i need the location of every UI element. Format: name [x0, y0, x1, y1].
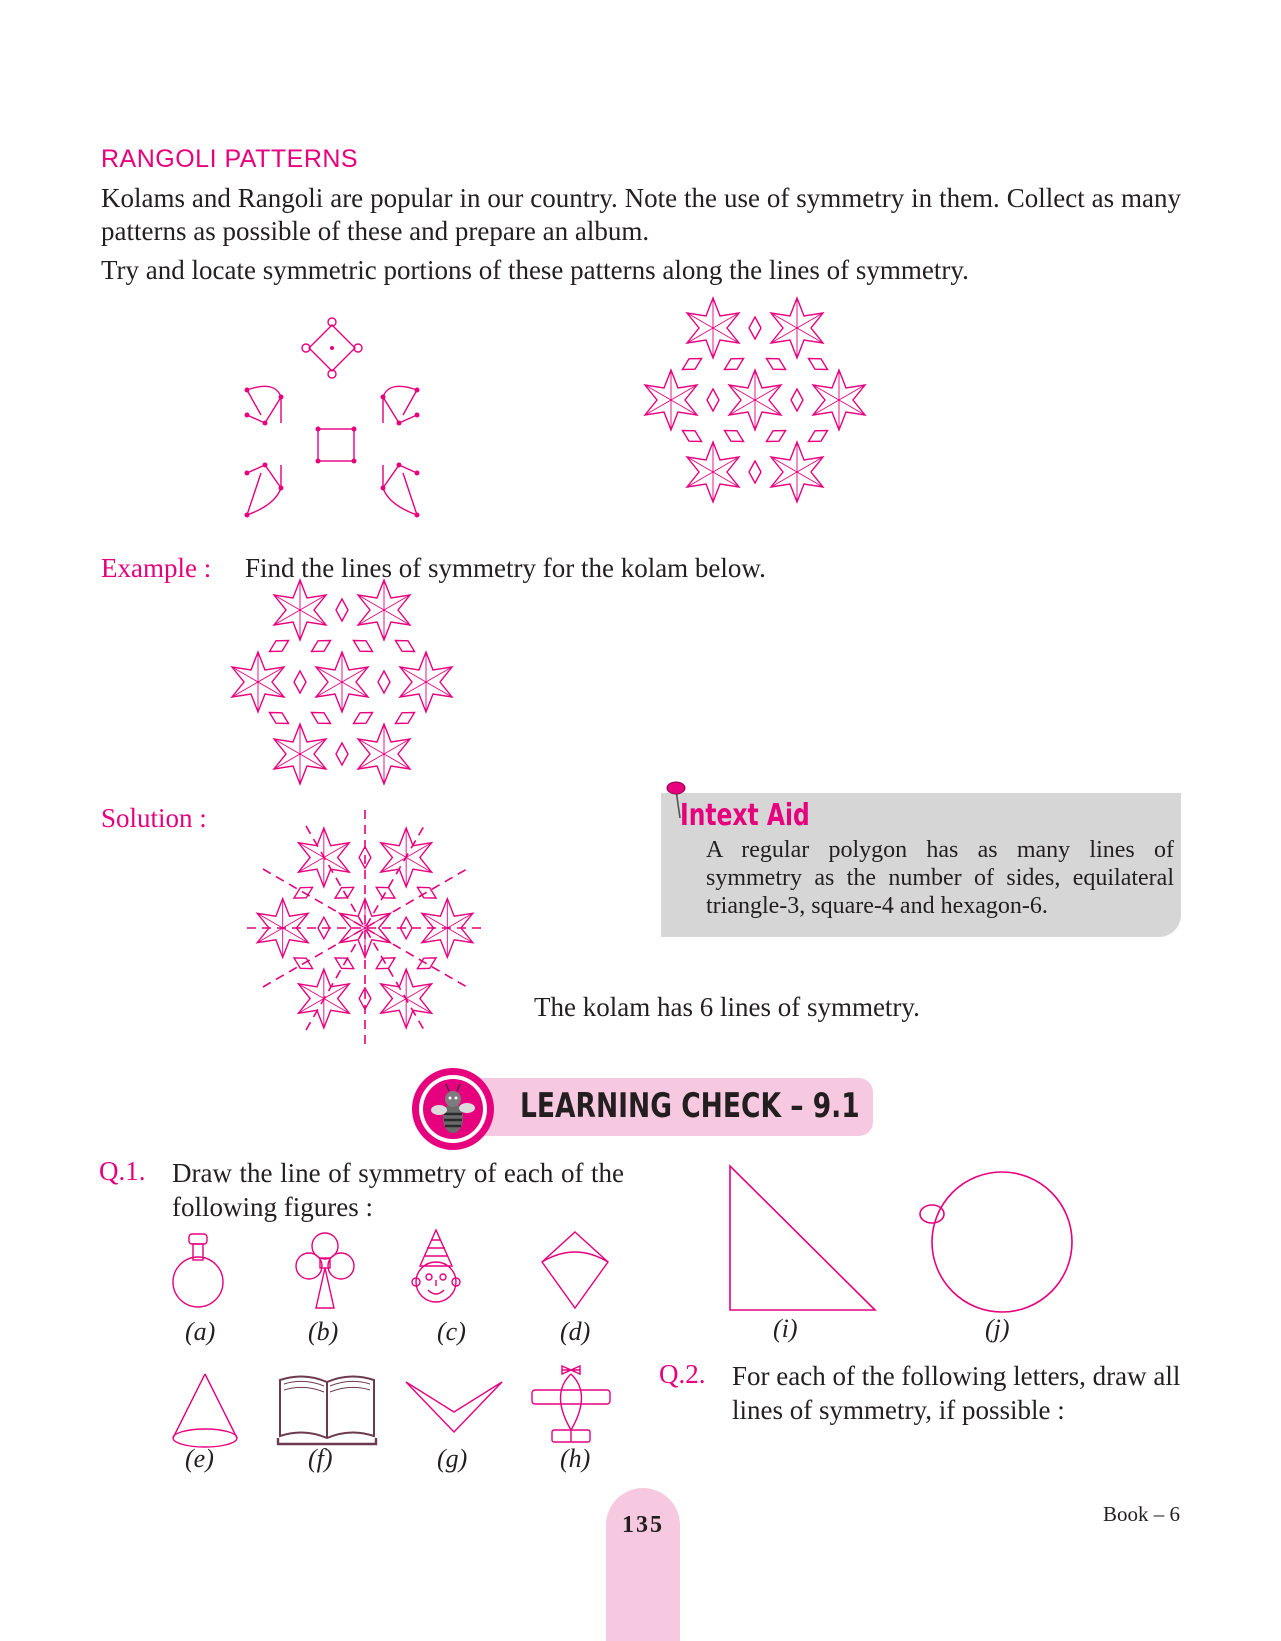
- example-text: Find the lines of symmetry for the kolam below.: [245, 553, 766, 583]
- q2-number: Q.2.: [659, 1359, 706, 1389]
- caption-b: (b): [308, 1317, 339, 1346]
- example-kolam-figure: [232, 582, 452, 782]
- page-number: 135: [622, 1512, 664, 1538]
- solution-kolam-figure: [245, 808, 485, 1048]
- caption-f: (f): [308, 1444, 333, 1473]
- q1-text: Draw the line of symmetry of each of the following figures :: [172, 1158, 624, 1222]
- caption-c: (c): [437, 1317, 466, 1346]
- figure-g-chevron: [404, 1376, 504, 1436]
- intro-paragraph: Kolams and Rangoli are popular in our country. Note the use of symmetry in them. Collect as many patterns as possible of these and prepare an album.: [101, 183, 1181, 246]
- figure-f-book: [276, 1372, 378, 1446]
- figure-c-face: [406, 1226, 466, 1312]
- example-label: Example :: [101, 553, 212, 583]
- q2-text: For each of the following letters, draw all lines of symmetry, if possible :: [732, 1361, 1181, 1425]
- instruction-paragraph: Try and locate symmetric portions of these patterns along the lines of symmetry.: [101, 255, 969, 285]
- caption-i: (i): [773, 1314, 798, 1343]
- figure-h-plane: [530, 1364, 612, 1448]
- figure-j-circle: [918, 1170, 1074, 1316]
- learning-check-title: LEARNING CHECK – 9.1: [520, 1086, 860, 1126]
- figure-a-flask: [168, 1232, 228, 1312]
- caption-a: (a): [185, 1317, 216, 1346]
- bee-mascot-icon: [410, 1066, 496, 1152]
- book-label: Book – 6: [1103, 1502, 1181, 1526]
- kolam-loops-figure: [235, 315, 435, 515]
- solution-label: Solution :: [101, 803, 207, 833]
- intext-aid-title: Intext Aid: [680, 798, 810, 833]
- caption-h: (h): [560, 1444, 591, 1473]
- caption-e: (e): [185, 1444, 214, 1473]
- caption-d: (d): [560, 1317, 591, 1346]
- figure-b-club: [290, 1232, 360, 1312]
- caption-j: (j): [985, 1314, 1010, 1343]
- q1-number: Q.1.: [99, 1156, 146, 1186]
- kolam-stars-figure: [645, 300, 865, 500]
- page-number-tab: [606, 1488, 680, 1641]
- figure-i-triangle: [728, 1164, 878, 1312]
- solution-conclusion: The kolam has 6 lines of symmetry.: [534, 992, 920, 1022]
- figure-e-cone: [170, 1370, 240, 1450]
- intext-aid-text: A regular polygon has as many lines of symmetry as the number of sides, equilateral triangle-3, square-4 and hexagon-6.: [706, 837, 1174, 919]
- section-title: RANGOLI PATTERNS: [101, 145, 359, 173]
- figure-d-kite: [540, 1230, 610, 1310]
- caption-g: (g): [437, 1444, 468, 1473]
